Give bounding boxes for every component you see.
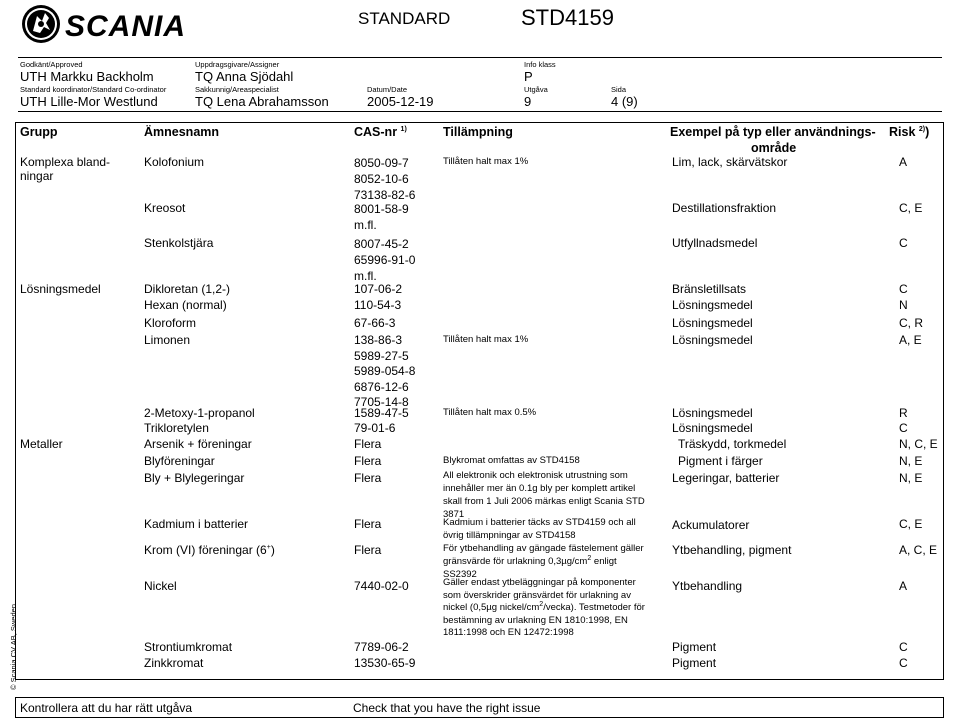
substance-name: Limonen <box>144 333 191 347</box>
specialist-label: Sakkunnig/Areaspecialist <box>195 85 279 94</box>
cas-number: 67-66-3 <box>354 316 396 330</box>
substance-name: Blyföreningar <box>144 454 215 468</box>
example-use: Utfyllnadsmedel <box>672 236 758 250</box>
substance-name: Kadmium i batterier <box>144 517 249 531</box>
risk-code: C <box>899 640 908 654</box>
footer-check-en: Check that you have the right issue <box>353 701 541 715</box>
cas-number: Flera <box>354 454 382 468</box>
brand-wordmark: SCANIA <box>65 10 187 43</box>
example-use: Lösningsmedel <box>672 298 753 312</box>
specialist-value: TQ Lena Abrahamsson <box>195 94 329 109</box>
cas-number: Flera <box>354 437 382 451</box>
issue-label: Utgåva <box>524 85 548 94</box>
substance-name: Stenkolstjära <box>144 236 214 250</box>
approved-label: Godkänt/Approved <box>20 60 83 69</box>
cas-number: Flera <box>354 471 382 485</box>
risk-code: N, E <box>899 454 923 468</box>
example-use: Ytbehandling, pigment <box>672 543 792 557</box>
substance-name: 2-Metoxy-1-propanol <box>144 406 255 420</box>
substance-name: Kreosot <box>144 201 186 215</box>
header-cas: CAS-nr $^{1)}$ <box>354 125 407 139</box>
substance-name: Bly + Blylegeringar <box>144 471 245 485</box>
cas-number: 107-06-2 <box>354 282 403 296</box>
example-use: Lösningsmedel <box>672 421 753 435</box>
example-use: Destillationsfraktion <box>672 201 777 215</box>
example-use: Ackumulatorer <box>672 518 750 532</box>
example-use: Ytbehandling <box>672 579 743 593</box>
info-class-value: P <box>524 69 533 84</box>
risk-code: C, E <box>899 517 923 531</box>
substance-name: Dikloretan (1,2-) <box>144 282 231 296</box>
example-use: Legeringar, batterier <box>672 471 780 485</box>
risk-code: A, C, E <box>899 543 938 557</box>
footer-check-sv: Kontrollera att du har rätt utgåva <box>20 701 193 715</box>
application-note: Tillåten halt max 1% <box>443 334 529 345</box>
example-use: Pigment <box>672 656 717 670</box>
application-note: Blykromat omfattas av STD4158 <box>443 455 580 466</box>
meta-divider <box>18 111 942 112</box>
cas-number: Flera <box>354 517 382 531</box>
substance-name: Arsenik + föreningar <box>144 437 252 451</box>
header-example-line2: område <box>751 141 797 155</box>
example-use: Lim, lack, skärvätskor <box>672 155 788 169</box>
cas-number: 8007-45-2 65996-91-0 m.fl. <box>354 237 416 283</box>
example-use: Pigment <box>672 640 717 654</box>
header-application: Tillämpning <box>443 125 513 139</box>
substance-name: Hexan (normal) <box>144 298 227 312</box>
application-note: All elektronik och elektronisk utrustning som innehåller mer än 0.1g bly per komplett artikel skall from 1 Juli 2006 märkas enligt Scania STD 3871 <box>443 470 645 520</box>
date-value: 2005-12-19 <box>367 94 434 109</box>
assigner-value: TQ Anna Sjödahl <box>195 69 294 84</box>
risk-code: N, C, E <box>899 437 938 451</box>
application-note: Tillåten halt max 1% <box>443 156 529 167</box>
cas-number: 110-54-3 <box>354 298 402 312</box>
header-divider <box>18 57 942 58</box>
risk-code: C <box>899 282 908 296</box>
cas-number: 8050-09-7 8052-10-6 73138-82-6 <box>354 156 416 202</box>
risk-code: C, E <box>899 201 923 215</box>
header-risk: Risk $^{2)}$) <box>889 125 930 139</box>
cas-number: 79-01-6 <box>354 421 396 435</box>
risk-code: C <box>899 656 908 670</box>
issue-value: 9 <box>524 94 532 109</box>
substance-name: Zinkkromat <box>144 656 204 670</box>
group-solvents: Lösningsmedel <box>20 282 101 296</box>
risk-code: A, E <box>899 333 922 347</box>
coordinator-value: UTH Lille-Mor Westlund <box>20 94 158 109</box>
page-label: Sida <box>611 85 627 94</box>
substance-name: Krom (VI) föreningar (6+) <box>144 543 275 557</box>
copyright-notice: © Scania CV AB, Sweden <box>9 604 18 690</box>
example-use: Lösningsmedel <box>672 406 753 420</box>
risk-code: C <box>899 236 908 250</box>
header-substance: Ämnesnamn <box>144 125 220 139</box>
substance-name: Kolofonium <box>144 155 205 169</box>
application-note: Kadmium i batterier täcks av STD4159 och all övrig tillämpningar av STD4158 <box>443 517 636 541</box>
date-label: Datum/Date <box>367 85 408 94</box>
approved-value: UTH Markku Backholm <box>20 69 154 84</box>
cas-number: Flera <box>354 543 382 557</box>
example-use: Lösningsmedel <box>672 333 753 347</box>
cas-number: 8001-58-9 m.fl. <box>354 202 409 232</box>
risk-code: A <box>899 155 908 169</box>
cas-number: 13530-65-9 <box>354 656 416 670</box>
header-group: Grupp <box>20 125 58 139</box>
coordinator-label: Standard koordinator/Standard Co-ordinator <box>20 85 167 94</box>
info-class-label: Info klass <box>524 60 556 69</box>
application-note: För ytbehandling av gängade fästelement gäller gränsvärde för urlakning $0,3\mu g/cm^2$ enligt SS2392 <box>443 543 644 580</box>
group-complex-mixtures: Komplexa bland- ningar <box>20 155 111 183</box>
document-type: STANDARD <box>358 9 451 28</box>
example-use: Lösningsmedel <box>672 316 753 330</box>
griffin-emblem-icon <box>22 5 60 43</box>
example-use: Bränsletillsats <box>672 282 747 296</box>
example-use: Träskydd, torkmedel <box>678 437 787 451</box>
substance-name: Nickel <box>144 579 177 593</box>
example-use: Pigment i färger <box>678 454 763 468</box>
assigner-label: Uppdragsgivare/Assigner <box>195 60 280 69</box>
risk-code: R <box>899 406 908 420</box>
substance-name: Kloroform <box>144 316 197 330</box>
cas-number: 7789-06-2 <box>354 640 409 654</box>
cas-number: 7440-02-0 <box>354 579 409 593</box>
cas-number: 1589-47-5 <box>354 406 409 420</box>
risk-code: A <box>899 579 908 593</box>
page-value: 4 (9) <box>611 94 638 109</box>
substance-name: Trikloretylen <box>144 421 209 435</box>
group-metals: Metaller <box>20 437 63 451</box>
scania-logo <box>20 3 200 45</box>
application-note: Tillåten halt max 0.5% <box>443 407 537 418</box>
risk-code: C <box>899 421 908 435</box>
risk-code: C, R <box>899 316 923 330</box>
document-id: STD4159 <box>521 5 614 30</box>
header-example: Exempel på typ eller användnings- <box>670 125 876 139</box>
substance-name: Strontiumkromat <box>144 640 233 654</box>
risk-code: N, E <box>899 471 923 485</box>
cas-number: 138-86-3 5989-27-5 5989-054-8 6876-12-6 7705-14-8 <box>354 333 416 409</box>
application-note: Gäller endast ytbeläggningar på komponenter som överskrider gränsvärdet för urlakning av nickel (0,5µg nickel/$cm^2/vecka$). Testmetoder för bestämning av urlakning EN 1810:1998, EN 1811:1998 och EN 12472:1998 <box>443 577 645 638</box>
risk-code: N <box>899 298 908 312</box>
